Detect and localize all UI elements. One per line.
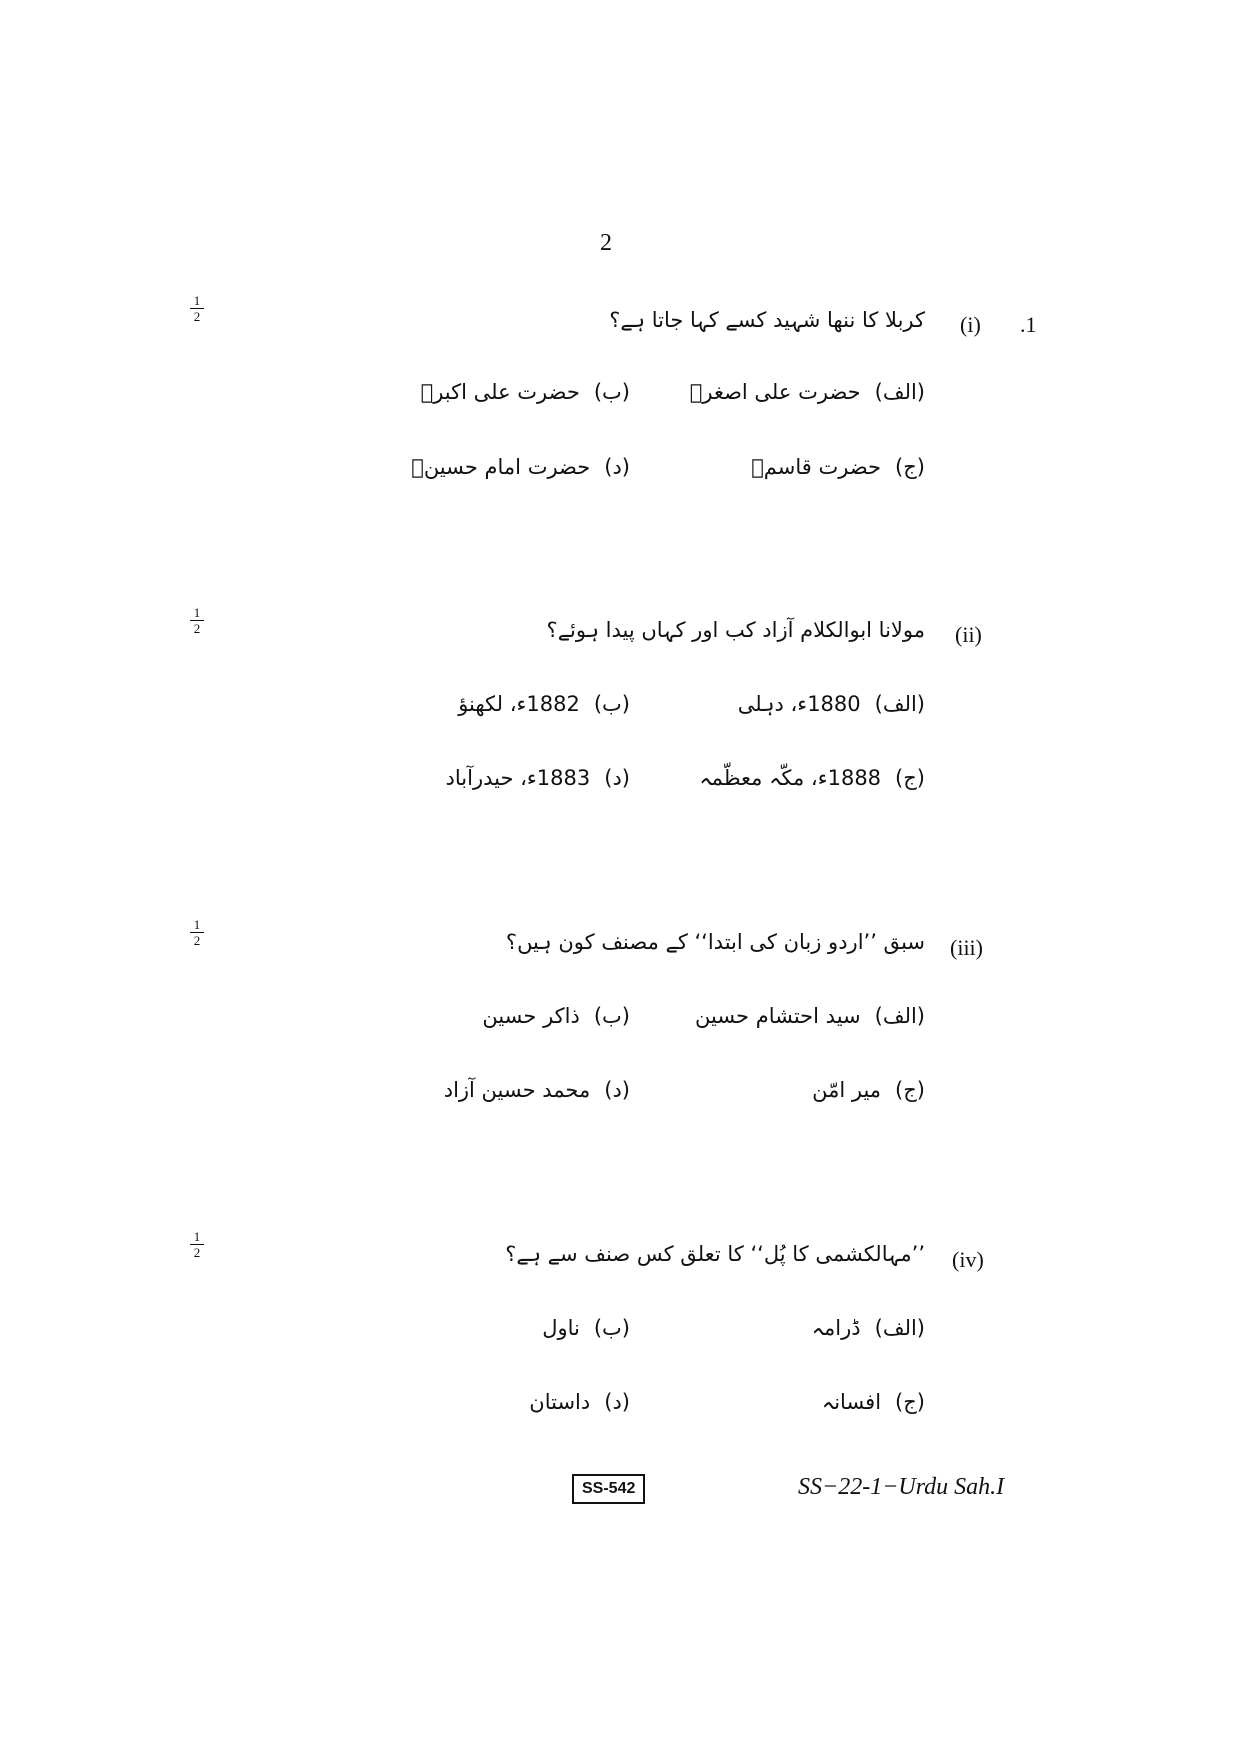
option-i-alif bbox=[690, 380, 925, 404]
option-text: ذاکر حسین bbox=[482, 1004, 580, 1028]
option-label: (د) bbox=[604, 455, 630, 479]
option-iv-jeem bbox=[822, 1390, 925, 1414]
question-main-number: .1 bbox=[1020, 312, 1037, 337]
option-iv-be bbox=[542, 1316, 630, 1340]
question-text-iii: سبق ’’اردو زبان کی ابتدا‘‘ کے مصنف کون ہیں؟ bbox=[505, 930, 925, 954]
mark-fraction bbox=[190, 294, 204, 323]
question-roman-ii: (ii) bbox=[955, 622, 982, 647]
option-text: 1883ء، حیدرآباد bbox=[445, 766, 591, 790]
option-label: (ب) bbox=[593, 692, 630, 716]
mark-fraction bbox=[190, 1230, 204, 1259]
option-label: (د) bbox=[604, 1390, 630, 1414]
option-ii-be bbox=[458, 692, 630, 716]
option-text: داستان bbox=[529, 1390, 591, 1414]
option-label: (د) bbox=[604, 766, 630, 790]
option-text: سید احتشام حسین bbox=[695, 1004, 861, 1028]
option-label: (د) bbox=[604, 1078, 630, 1102]
option-i-be bbox=[421, 380, 630, 404]
question-text-iv: ’’مہالکشمی کا پُل‘‘ کا تعلق کس صنف سے ہے؟ bbox=[505, 1242, 925, 1266]
question-roman-iii: (iii) bbox=[950, 935, 983, 960]
option-text: 1882ء، لکھنؤ bbox=[458, 692, 580, 716]
option-iv-dal bbox=[529, 1390, 630, 1414]
mark-denominator: 2 bbox=[193, 1245, 201, 1260]
option-text: محمد حسین آزاد bbox=[443, 1078, 591, 1102]
option-ii-jeem bbox=[699, 766, 925, 790]
option-label: (الف) bbox=[874, 1004, 925, 1028]
question-text-ii: مولانا ابوالکلام آزاد کب اور کہاں پیدا ہوئے؟ bbox=[546, 618, 925, 642]
option-label: (الف) bbox=[874, 380, 925, 404]
option-label: (الف) bbox=[874, 692, 925, 716]
mark-fraction bbox=[190, 918, 204, 947]
option-label: (الف) bbox=[874, 1316, 925, 1340]
mark-numerator: 1 bbox=[190, 294, 204, 309]
option-label: (ب) bbox=[593, 1316, 630, 1340]
option-text: حضرت قاسمؓ bbox=[751, 455, 882, 479]
option-text: ڈرامہ bbox=[811, 1316, 861, 1340]
option-text: حضرت علی اصغرؓ bbox=[689, 380, 861, 404]
paper-code: SS−22-1−Urdu Sah.I bbox=[798, 1474, 1005, 1500]
option-label: (ج) bbox=[895, 1390, 925, 1414]
question-text-i: کربلا کا ننھا شہید کسے کہا جاتا ہے؟ bbox=[609, 308, 925, 332]
mark-numerator: 1 bbox=[190, 606, 204, 621]
page-number: 2 bbox=[600, 230, 612, 256]
option-label: (ب) bbox=[593, 1004, 630, 1028]
mark-fraction bbox=[190, 606, 204, 635]
option-ii-dal bbox=[446, 766, 630, 790]
option-i-jeem bbox=[751, 455, 925, 479]
option-text: 1880ء، دہلی bbox=[737, 692, 861, 716]
option-label: (ج) bbox=[895, 1078, 925, 1102]
option-iii-dal bbox=[444, 1078, 630, 1102]
option-text: 1888ء، مکّہ معظّمہ bbox=[699, 766, 882, 790]
option-iii-alif bbox=[695, 1004, 925, 1028]
option-iii-jeem bbox=[812, 1078, 925, 1102]
option-text: میر امّن bbox=[812, 1078, 882, 1102]
mark-numerator: 1 bbox=[190, 1230, 204, 1245]
option-label: (ج) bbox=[895, 766, 925, 790]
option-label: (ب) bbox=[593, 380, 630, 404]
option-text: حضرت علی اکبرؓ bbox=[420, 380, 580, 404]
option-text: افسانہ bbox=[821, 1390, 882, 1414]
option-i-dal bbox=[411, 455, 630, 479]
mark-denominator: 2 bbox=[193, 933, 201, 948]
series-code-box: SS-542 bbox=[572, 1474, 645, 1504]
option-text: حضرت امام حسینؓ bbox=[411, 455, 591, 479]
mark-numerator: 1 bbox=[190, 918, 204, 933]
option-ii-alif bbox=[738, 692, 925, 716]
option-text: ناول bbox=[542, 1316, 580, 1340]
option-label: (ج) bbox=[895, 455, 925, 479]
question-roman-i: (i) bbox=[960, 312, 981, 337]
mark-denominator: 2 bbox=[193, 309, 201, 324]
question-roman-iv: (iv) bbox=[952, 1247, 984, 1272]
option-iii-be bbox=[482, 1004, 630, 1028]
option-iv-alif bbox=[812, 1316, 925, 1340]
mark-denominator: 2 bbox=[193, 621, 201, 636]
